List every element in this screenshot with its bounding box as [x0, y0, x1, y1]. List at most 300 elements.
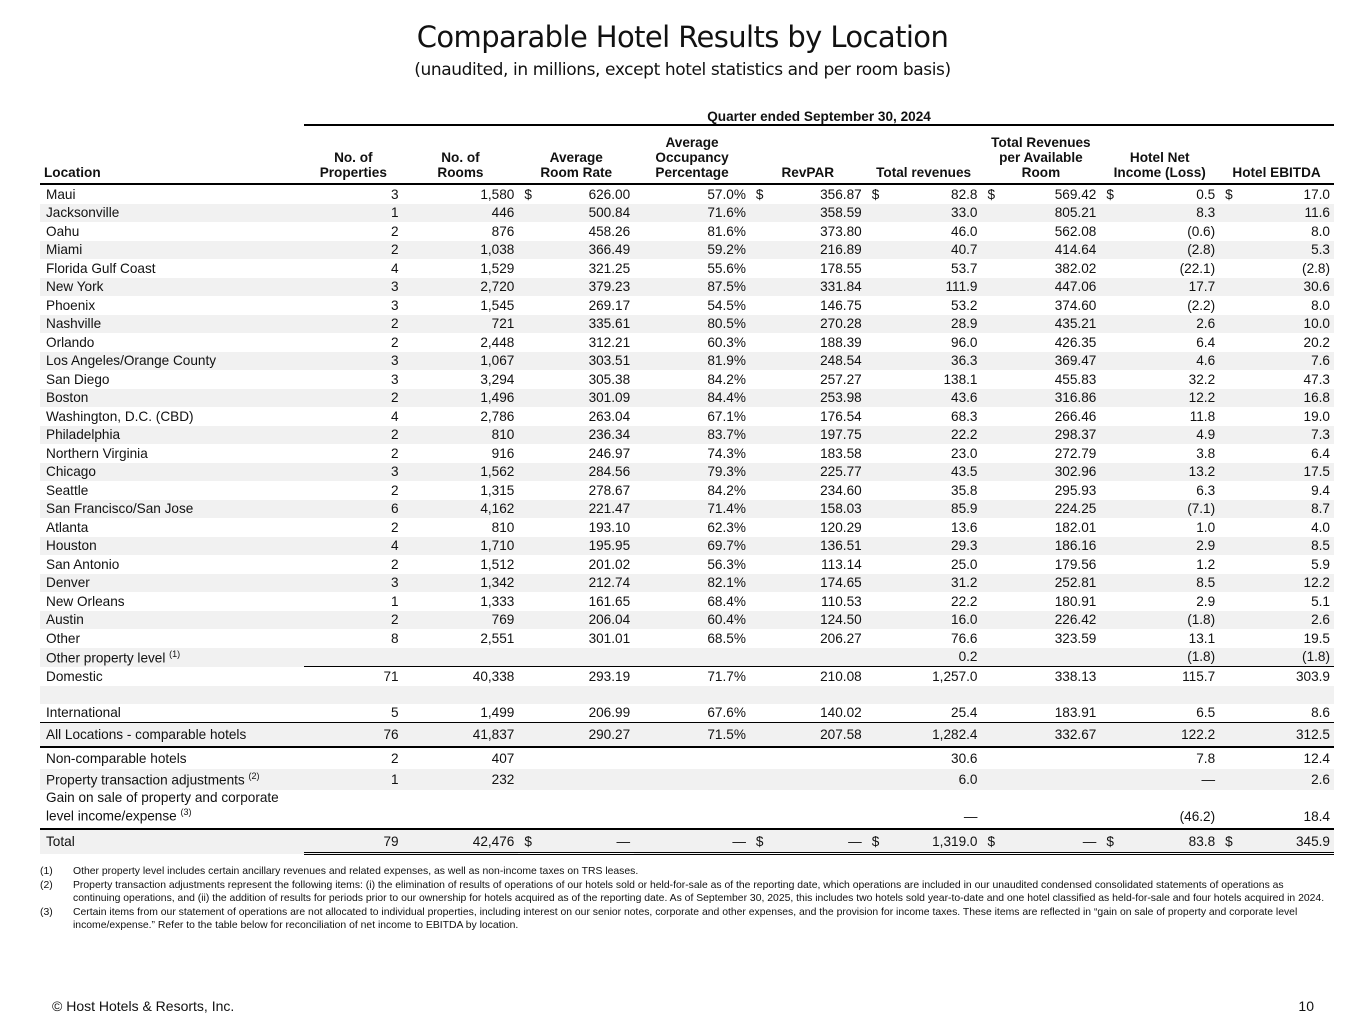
cell-adr: 301.01: [588, 630, 631, 646]
cell-revpar: 225.77: [750, 463, 866, 482]
cell-ebitda: 6.4: [1311, 445, 1330, 461]
dollar-sign: $: [524, 186, 532, 202]
cell-ebitda: 312.5: [1219, 723, 1334, 748]
cell-rooms: [403, 648, 519, 667]
location-cell: Maui: [46, 186, 76, 202]
cell-revpar: 174.65: [750, 574, 866, 593]
cell-trevpar: 179.56: [1054, 556, 1097, 572]
cell-occ: 81.9%: [634, 352, 750, 371]
table-row: [40, 463, 1334, 482]
cell-props: 3: [391, 186, 399, 202]
all-locations-row: [40, 723, 1334, 748]
location-cell: Total: [40, 829, 304, 854]
cell-rooms: 810: [491, 519, 515, 535]
cell-occ: [634, 648, 750, 667]
location-cell: Gain on sale of property and corporate level income/expense $^{(3)}$: [40, 790, 304, 829]
cell-rooms: 1,710: [403, 537, 519, 556]
dollar-sign: $: [987, 186, 996, 202]
cell-rev: 36.3: [866, 352, 982, 371]
cell-rev: 6.0: [866, 769, 982, 790]
table-row: [40, 592, 1334, 611]
cell-revpar: 110.53: [821, 593, 862, 609]
cell-rev: 76.6: [951, 630, 978, 646]
cell-trevpar: 316.86: [981, 389, 1100, 408]
cell-trevpar: 338.13: [981, 667, 1100, 686]
cell-props: 2: [304, 611, 403, 630]
cell-trevpar: 447.06: [981, 278, 1100, 297]
cell-rooms: 40,338: [403, 667, 519, 686]
cell-ni: (7.1): [1100, 500, 1219, 519]
cell-revpar: 234.60: [820, 482, 862, 498]
cell-occ: 62.3%: [707, 519, 746, 535]
table-row: [40, 629, 1334, 648]
cell-revpar: 373.80: [820, 223, 862, 239]
cell-revpar: [750, 769, 866, 790]
cell-rooms: 407: [403, 747, 519, 769]
dollar-sign: $: [1106, 833, 1114, 849]
cell-rev: 111.9: [866, 278, 982, 297]
cell-rev: 30.6: [866, 747, 982, 769]
col-occupancy: Average Occupancy Percentage: [634, 125, 750, 184]
cell-ebitda: 16.8: [1219, 389, 1334, 408]
cell-occ: 87.5%: [634, 278, 750, 297]
cell-ni: (2.8): [1100, 241, 1219, 260]
location-cell: Nashville: [40, 315, 304, 334]
cell-revpar: 140.02: [750, 704, 866, 723]
total-row: [40, 829, 1334, 854]
location-cell: San Francisco/San Jose: [40, 500, 304, 519]
cell-trevpar: 369.47: [981, 352, 1100, 371]
cell-ebitda: 10.0: [1219, 315, 1334, 334]
non-comparable-row: [40, 747, 1334, 769]
cell-rev: 25.4: [866, 704, 982, 723]
table-row: [40, 555, 1334, 574]
cell-rev: 22.2: [951, 593, 978, 609]
cell-ni: 2.6: [1100, 315, 1219, 334]
location-cell: Jacksonville: [40, 204, 304, 223]
cell-props: 2: [304, 426, 403, 445]
cell-occ: 69.7%: [634, 537, 750, 556]
property-adjustments-row: [40, 769, 1334, 790]
cell-adr: 321.25: [588, 260, 631, 276]
location-cell: Oahu: [46, 223, 80, 239]
cell-ni: 4.9: [1100, 426, 1219, 445]
cell-occ: 81.6%: [707, 223, 746, 239]
cell-rooms: 2,720: [403, 278, 519, 297]
cell-ebitda: 8.5: [1219, 537, 1334, 556]
cell-ebitda: 5.9: [1311, 556, 1330, 572]
cell-revpar: 216.89: [750, 241, 866, 260]
cell-ebitda: 12.4: [1219, 747, 1334, 769]
cell-trevpar: 183.91: [981, 704, 1100, 723]
cell-revpar: 253.98: [750, 389, 866, 408]
cell-occ: 67.6%: [634, 704, 750, 723]
cell-adr: 263.04: [588, 408, 631, 424]
cell-occ: [634, 747, 750, 769]
cell-ni: 13.1: [1188, 630, 1216, 646]
cell-ebitda: 17.5: [1219, 463, 1334, 482]
cell-ebitda: 30.6: [1219, 278, 1334, 297]
cell-rooms: [403, 790, 519, 829]
cell-props: 6: [304, 500, 403, 519]
cell-trevpar: 224.25: [981, 500, 1100, 519]
cell-props: 1: [391, 593, 399, 609]
cell-ni: 11.8: [1189, 408, 1216, 424]
cell-trevpar: [981, 648, 1100, 667]
location-cell: Other: [46, 630, 80, 646]
cell-rev: $ 82.8: [871, 186, 978, 202]
location-cell: Houston: [40, 537, 304, 556]
dollar-sign: $: [755, 186, 764, 202]
cell-ebitda: 303.9: [1219, 667, 1334, 686]
location-cell: Los Angeles/Orange County: [40, 352, 304, 371]
cell-trevpar: 414.64: [981, 241, 1100, 260]
table-row: [40, 407, 1334, 426]
cell-ni: (46.2): [1100, 790, 1219, 829]
cell-rooms: 916: [491, 445, 515, 461]
cell-adr: 305.38: [588, 371, 631, 387]
location-cell: Boston: [40, 389, 304, 408]
cell-rev: 68.3: [951, 408, 978, 424]
cell-adr: 236.34: [518, 426, 634, 445]
cell-rev: 0.2: [866, 648, 982, 667]
cell-rev: —: [866, 790, 982, 829]
page-subtitle: (unaudited, in millions, except hotel statistics and per room basis): [414, 60, 951, 80]
cell-ni: 12.2: [1100, 389, 1219, 408]
cell-revpar: 210.08: [750, 667, 866, 686]
cell-adr: 335.61: [518, 315, 634, 334]
cell-trevpar: 562.08: [1054, 223, 1097, 239]
cell-props: 2: [304, 241, 403, 260]
cell-ni: (1.8): [1100, 611, 1219, 630]
cell-ni: 6.4: [1196, 334, 1216, 350]
cell-rooms: 41,837: [403, 723, 519, 748]
cell-rev: 46.0: [951, 223, 978, 239]
cell-rooms: 1,342: [403, 574, 519, 593]
cell-ebitda: 2.6: [1219, 611, 1334, 630]
cell-adr: [518, 747, 634, 769]
location-cell: Phoenix: [46, 297, 96, 313]
table-row: [40, 315, 1334, 334]
cell-props: 2: [304, 389, 403, 408]
cell-rooms: 721: [403, 315, 519, 334]
cell-revpar: 183.58: [820, 445, 862, 461]
cell-rooms: 1,499: [403, 704, 519, 723]
cell-rev: 13.6: [951, 519, 978, 535]
cell-props: 1: [304, 769, 403, 790]
cell-occ: 71.4%: [634, 500, 750, 519]
cell-trevpar: 266.46: [1054, 408, 1097, 424]
cell-ni: 32.2: [1188, 371, 1216, 387]
location-cell: Miami: [40, 241, 304, 260]
location-cell: San Antonio: [46, 556, 120, 572]
cell-props: 3: [391, 371, 399, 387]
cell-occ: 60.3%: [707, 334, 746, 350]
international-row: [40, 704, 1334, 723]
cell-props: 2: [304, 315, 403, 334]
cell-adr: 379.23: [518, 278, 634, 297]
cell-ni: 13.2: [1100, 463, 1219, 482]
cell-rev: 85.9: [866, 500, 982, 519]
location-cell: Florida Gulf Coast: [46, 260, 156, 276]
location-cell: All Locations - comparable hotels: [40, 723, 304, 748]
cell-revpar: 270.28: [750, 315, 866, 334]
cell-occ: [634, 769, 750, 790]
cell-ebitda: 20.2: [1303, 334, 1330, 350]
table-row: [40, 352, 1334, 371]
cell-adr: 500.84: [518, 204, 634, 223]
cell-trevpar: 323.59: [1054, 630, 1097, 646]
table-row: [40, 222, 1334, 241]
cell-trevpar: $ —: [981, 829, 1100, 854]
dollar-sign: $: [755, 833, 764, 849]
cell-rev: 96.0: [951, 334, 978, 350]
cell-adr: 301.09: [518, 389, 634, 408]
col-avg-room-rate: Average Room Rate: [518, 125, 634, 184]
cell-revpar: 124.50: [750, 611, 866, 630]
cell-rev: 25.0: [951, 556, 978, 572]
cell-ebitda: 8.7: [1219, 500, 1334, 519]
cell-revpar: $ —: [750, 829, 866, 854]
cell-ebitda: 5.3: [1219, 241, 1334, 260]
cell-ebitda: 5.1: [1311, 593, 1330, 609]
cell-rooms: 1,315: [480, 482, 515, 498]
cell-props: 4: [391, 408, 399, 424]
table-row: [40, 184, 1334, 204]
table-row: [40, 537, 1334, 556]
cell-rooms: 1,038: [403, 241, 519, 260]
location-cell: Non-comparable hotels: [40, 747, 304, 769]
cell-props: 2: [391, 519, 399, 535]
cell-adr: 206.04: [518, 611, 634, 630]
cell-occ: 68.4%: [707, 593, 746, 609]
location-cell: International: [40, 704, 304, 723]
cell-ebitda: 7.6: [1219, 352, 1334, 371]
period-header: Quarter ended September 30, 2024: [304, 100, 1334, 125]
dollar-sign: $: [1106, 186, 1114, 202]
cell-occ: 67.1%: [707, 408, 746, 424]
cell-adr: $ 626.00: [524, 186, 631, 202]
table-row: [40, 611, 1334, 630]
dollar-sign: $: [1225, 186, 1233, 202]
cell-adr: 303.51: [518, 352, 634, 371]
cell-trevpar: [981, 769, 1100, 790]
cell-adr: 221.47: [518, 500, 634, 519]
table-row: [40, 444, 1334, 463]
domestic-row: [40, 667, 1334, 686]
location-cell: San Diego: [46, 371, 110, 387]
cell-ebitda: 4.0: [1311, 519, 1330, 535]
cell-revpar: [750, 790, 866, 829]
dollar-sign: $: [524, 833, 532, 849]
cell-trevpar: [981, 747, 1100, 769]
cell-occ: 71.7%: [634, 667, 750, 686]
location-cell: Washington, D.C. (CBD): [46, 408, 194, 424]
dollar-sign: $: [1225, 833, 1233, 849]
cell-revpar: [750, 648, 866, 667]
cell-rev: 43.6: [866, 389, 982, 408]
cell-occ: 55.6%: [707, 260, 746, 276]
cell-adr: [518, 790, 634, 829]
table-row: [40, 333, 1334, 352]
cell-ni: 1.2: [1196, 556, 1216, 572]
cell-revpar: $ 356.87: [755, 186, 862, 202]
cell-ni: (22.1): [1179, 260, 1216, 276]
cell-trevpar: 226.42: [981, 611, 1100, 630]
table-row: [40, 426, 1334, 445]
cell-ni: 2.9: [1196, 593, 1216, 609]
cell-revpar: 331.84: [750, 278, 866, 297]
cell-ebitda: (2.8): [1302, 260, 1330, 276]
location-cell: Orlando: [46, 334, 95, 350]
cell-occ: —: [634, 829, 750, 854]
cell-occ: 54.5%: [707, 297, 746, 313]
cell-rev: 35.8: [951, 482, 978, 498]
cell-trevpar: $ 569.42: [987, 186, 1097, 202]
page-number: 10: [1298, 998, 1314, 1014]
cell-occ: 56.3%: [707, 556, 746, 572]
cell-trevpar: 180.91: [1054, 593, 1097, 609]
page-title: Comparable Hotel Results by Location: [416, 20, 949, 54]
cell-rooms: 4,162: [403, 500, 519, 519]
cell-revpar: 176.54: [820, 408, 862, 424]
cell-trevpar: 272.79: [1054, 445, 1097, 461]
cell-ni: (0.6): [1187, 223, 1216, 239]
column-header-row: [40, 125, 1334, 184]
cell-rooms: 1,512: [480, 556, 515, 572]
cell-rooms: 2,786: [480, 408, 515, 424]
cell-rooms: 1,529: [480, 260, 515, 276]
cell-ni: 115.7: [1100, 667, 1219, 686]
location-cell: New York: [40, 278, 304, 297]
cell-props: 3: [304, 574, 403, 593]
cell-ebitda: 47.3: [1303, 371, 1330, 387]
cell-trevpar: 374.60: [1054, 297, 1097, 313]
cell-rev: $ 1,319.0: [866, 829, 982, 854]
cell-rev: 1,257.0: [866, 667, 982, 686]
cell-ni: 2.9: [1100, 537, 1219, 556]
cell-rooms: 1,496: [403, 389, 519, 408]
cell-occ: 68.5%: [707, 630, 746, 646]
copyright: © Host Hotels & Resorts, Inc.: [52, 998, 235, 1014]
cell-adr: 278.67: [588, 482, 631, 498]
cell-adr: 206.99: [518, 704, 634, 723]
cell-adr: [518, 769, 634, 790]
cell-props: 3: [304, 278, 403, 297]
cell-props: 5: [304, 704, 403, 723]
table-row: [40, 648, 1334, 667]
gain-on-sale-row: [40, 790, 1334, 829]
cell-revpar: 197.75: [750, 426, 866, 445]
footnote-3: (3) Certain items from our statement of operations are not allocated to individual properties, including interest on our senior notes, corporate and other expenses, and the provision for income taxes. These items are reflected in “gain on sale of property and corporate level income/expense.” Refer to the table below for reconciliation of net income to EBITDA by location.: [40, 906, 1298, 931]
dollar-sign: $: [987, 833, 996, 849]
cell-occ: [634, 790, 750, 829]
cell-revpar: 120.29: [820, 519, 862, 535]
cell-trevpar: 455.83: [1054, 371, 1097, 387]
location-cell: Chicago: [40, 463, 304, 482]
cell-occ: 84.4%: [634, 389, 750, 408]
cell-occ: 60.4%: [634, 611, 750, 630]
cell-props: 2: [391, 556, 399, 572]
cell-adr: 312.21: [588, 334, 631, 350]
cell-occ: 84.2%: [707, 482, 746, 498]
cell-rev: 22.2: [866, 426, 982, 445]
cell-ebitda: 8.0: [1311, 297, 1330, 313]
cell-rev: 1,282.4: [866, 723, 982, 748]
cell-trevpar: 295.93: [1054, 482, 1097, 498]
cell-rev: 31.2: [866, 574, 982, 593]
cell-occ: 71.6%: [634, 204, 750, 223]
cell-ebitda: 11.6: [1219, 204, 1334, 223]
cell-adr: 293.19: [518, 667, 634, 686]
cell-props: 4: [391, 260, 399, 276]
cell-adr: 366.49: [518, 241, 634, 260]
cell-props: 2: [391, 482, 399, 498]
location-cell: Domestic: [40, 667, 304, 686]
cell-ni: 3.8: [1196, 445, 1216, 461]
col-revpar: RevPAR: [750, 125, 866, 184]
cell-occ: 59.2%: [634, 241, 750, 260]
cell-occ: 71.5%: [634, 723, 750, 748]
table-row: [40, 481, 1334, 500]
cell-rev: 29.3: [866, 537, 982, 556]
hotel-results-table: [40, 100, 1334, 855]
cell-occ: 57.0%: [707, 186, 746, 202]
cell-ni: 8.5: [1100, 574, 1219, 593]
cell-rooms: 2,448: [480, 334, 515, 350]
cell-occ: 79.3%: [634, 463, 750, 482]
table-row: [40, 241, 1334, 260]
cell-rev: 28.9: [866, 315, 982, 334]
cell-ebitda: 19.0: [1303, 408, 1330, 424]
cell-rooms: 1,562: [403, 463, 519, 482]
cell-rev: 40.7: [866, 241, 982, 260]
cell-props: [304, 648, 403, 667]
cell-ni: —: [1100, 769, 1219, 790]
cell-rooms: 42,476: [403, 829, 519, 854]
cell-adr: 161.65: [588, 593, 631, 609]
table-row: [40, 296, 1334, 315]
dollar-sign: $: [871, 186, 880, 202]
col-rooms: No. of Rooms: [403, 125, 519, 184]
cell-adr: $ —: [518, 829, 634, 854]
cell-ebitda: 2.6: [1219, 769, 1334, 790]
cell-props: 2: [391, 334, 399, 350]
cell-props: 4: [304, 537, 403, 556]
cell-trevpar: 332.67: [981, 723, 1100, 748]
location-cell: Seattle: [46, 482, 89, 498]
cell-rev: 16.0: [866, 611, 982, 630]
cell-ebitda: 7.3: [1219, 426, 1334, 445]
cell-props: 8: [391, 630, 399, 646]
cell-trevpar: 302.96: [981, 463, 1100, 482]
cell-props: 2: [304, 747, 403, 769]
cell-adr: 201.02: [588, 556, 631, 572]
cell-trevpar: 426.35: [1054, 334, 1097, 350]
location-cell: Denver: [40, 574, 304, 593]
cell-ebitda: 9.4: [1311, 482, 1330, 498]
cell-rev: 23.0: [951, 445, 978, 461]
table-row: [40, 574, 1334, 593]
location-cell: Property transaction adjustments $^{(2)}$: [40, 769, 304, 790]
table-row: [40, 204, 1334, 223]
cell-trevpar: 186.16: [981, 537, 1100, 556]
cell-revpar: 146.75: [820, 297, 862, 313]
cell-revpar: 358.59: [750, 204, 866, 223]
cell-revpar: 188.39: [820, 334, 862, 350]
table-row: [40, 500, 1334, 519]
cell-rooms: 769: [403, 611, 519, 630]
